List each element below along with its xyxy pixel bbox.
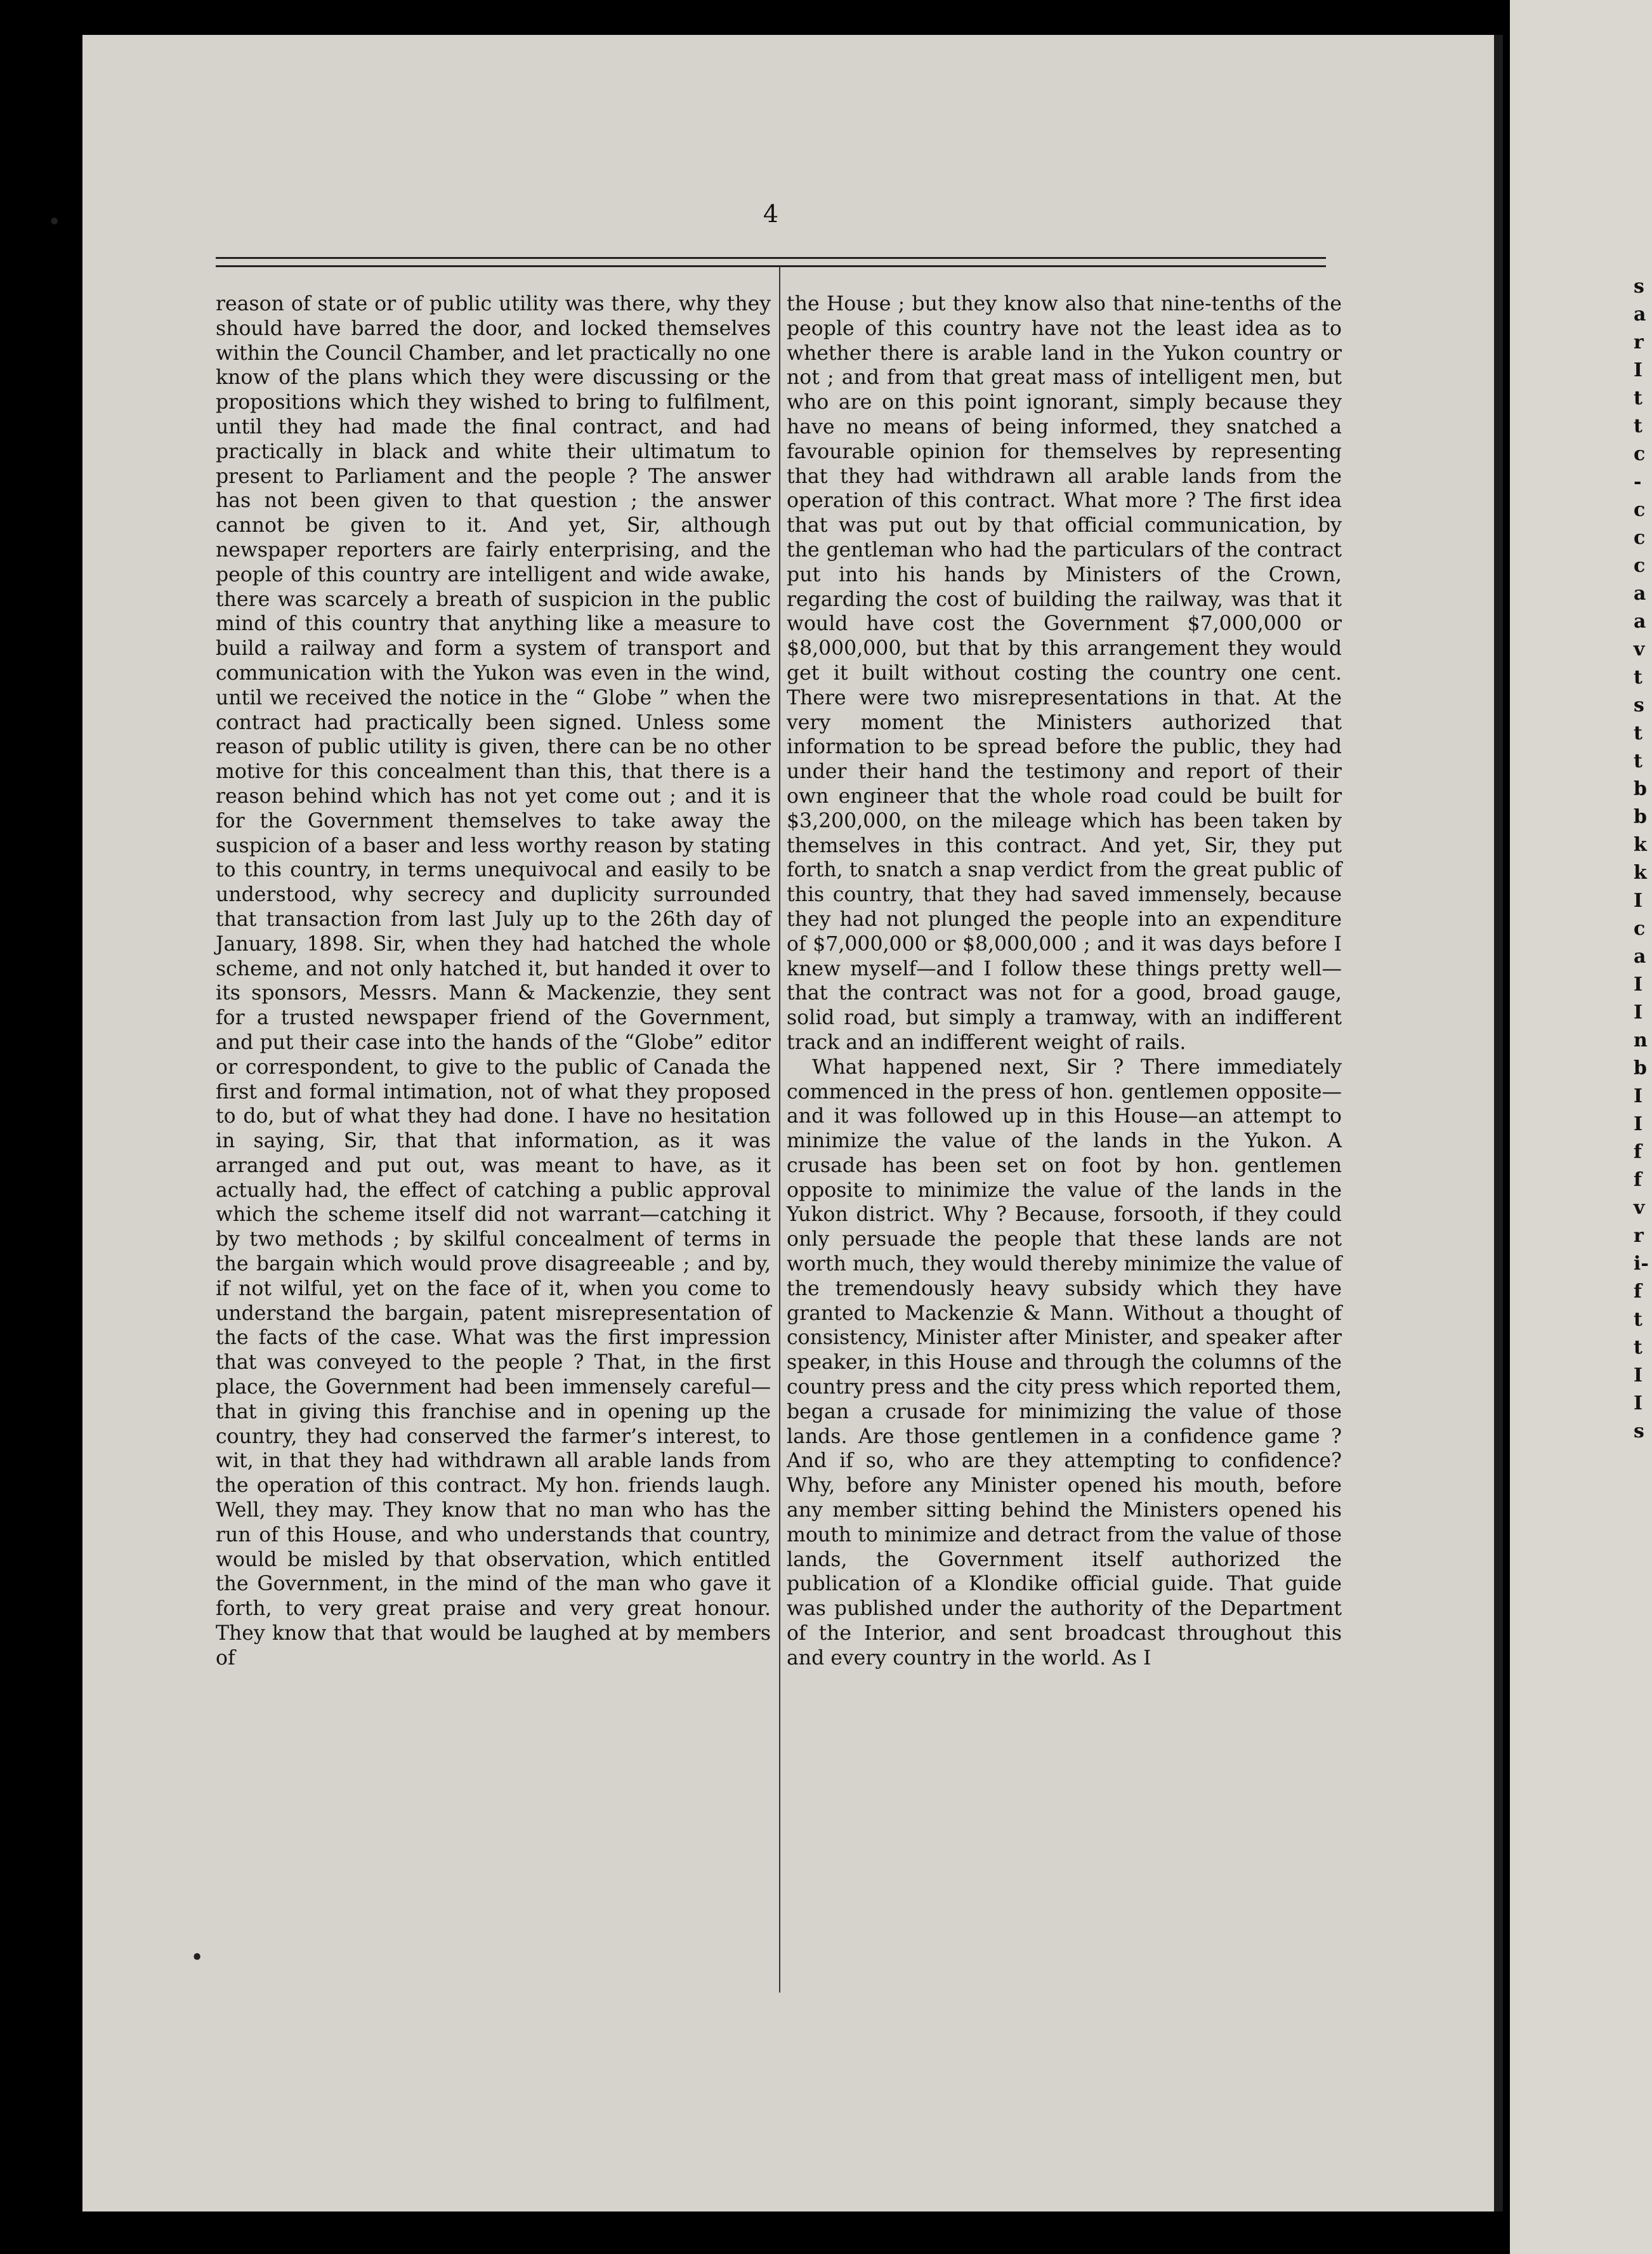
column-divider [779,267,780,1993]
right-column [787,292,1342,1671]
header-double-rule [216,257,1326,267]
margin-ink-spot: • [190,1945,204,1971]
page-number: 4 [763,200,779,228]
adjacent-page-edge [1510,0,1652,2254]
left-column [216,292,771,1671]
right-column-paragraph: What happened next, Sir ? There immediately commenced in the press of hon. gentlemen opposite—and it was followed up in this House—an attempt to minimize the value of the lands in the Yukon. A crusade has been set on foot by hon. gentlemen opposite to minimize the value of the lands in the Yukon district. Why ? Because, forsooth, if they could only persuade the people that these lands are not worth much, they would thereby minimize the value of the tremendously heavy subsidy which they have granted to Mackenzie & Mann. Without a thought of consistency, Minister after Minister, and speaker after speaker, in this House and through the columns of the country press and the city press which reported them, began a crusade for minimizing the value of those lands. Are those gentlemen in a confidence game ? And if so, who are they attempting to confidence? Why, before any Minister opened his mouth, before any member sitting behind the Ministers opened his mouth to minimize and detract from the value of those lands, the Government itself authorized the publication of a Klondike official guide. That guide was published under the authority of the Department of the Interior, and sent broadcast throughout this and every country in the world. As I [787,1055,1342,1670]
right-column-paragraph: the House ; but they know also that nine-tenths of the people of this country have not the least idea as to whether there is arable land in the Yukon country or not ; and from that great mass of intelligent men, but who are on this point ignorant, simply because they have no means of being informed, they snatched a favourable opinion for themselves by representing that they had withdrawn all arable lands from the operation of this contract. What more ? The first idea that was put out by that official communication, by the gentleman who had the particulars of the contract put into his hands by Ministers of the Crown, regarding the cost of building the railway, was that it would have cost the Government $7,000,000 or $8,000,000, but that by this arrangement they would get it built without costing the country one cent. There were two misrepresentations in that. At the very moment the Ministers authorized that information to be spread before the public, they had under their hand the testimony and report of their own engineer that the whole road could be built for $3,200,000, on the mileage which has been taken by themselves in this contract. And yet, Sir, they put forth, to snatch a snap verdict from the great public of this country, that they had saved immensely, because they had not plunged the people into an expenditure of $7,000,000 or $8,000,000 ; and it was days before I knew myself—and I follow these things pretty well—that the contract was not for a good, broad gauge, solid road, but simply a tramway, with an indifferent track and an indifferent weight of rails. [787,293,1342,1054]
margin-ink-spot: • [48,209,62,235]
left-column-paragraph: reason of state or of public utility was there, why they should have barred the door, and locked themselves within the Council Chamber, and let practically no one know of the plans which they were discussing or the propositions which they wished to bring to fulfilment, until they had made the final contract, and had practically in black and white their ultimatum to present to Parliament and the people ? The answer has not been given to that question ; the answer cannot be given to it. And yet, Sir, although newspaper reporters are fairly enterprising, and the people of this country are intelligent and wide awake, there was scarcely a breath of suspicion in the public mind of this country that anything like a measure to build a railway and form a system of transport and communication with the Yukon was even in the wind, until we received the notice in the “ Globe ” when the contract had practically been signed. Unless some reason of public utility is given, there can be no other motive for this concealment than this, that there is a reason behind which has not yet come out ; and it is for the Government themselves to take away the suspicion of a baser and less worthy reason by stating to this country, in terms unequivocal and easily to be understood, why secrecy and duplicity surrounded that transaction from last July up to the 26th day of January, 1898. Sir, when they had hatched the whole scheme, and not only hatched it, but handed it over to its sponsors, Messrs. Mann & Mackenzie, they sent for a trusted newspaper friend of the Government, and put their case into the hands of the “Globe” editor or correspondent, to give to the public of Canada the first and formal intimation, not of what they proposed to do, but of what they had done. I have no hesitation in saying, Sir, that that information, as it was arranged and put out, was meant to have, as it actually had, the effect of catching a public approval which the scheme itself did not warrant—catching it by two methods ; by skilful concealment of terms in the bargain which would prove disagreeable ; and by, if not wilful, yet on the face of it, when you come to understand the bargain, patent misrepresentation of the facts of the case. What was the first impression that was conveyed to the people ? That, in the first place, the Government had been immensely careful—that in giving this franchise and in opening up the country, they had conserved the farmer’s interest, to wit, in that they had withdrawn all arable lands from the operation of this contract. My hon. friends laugh. Well, they may. They know that no man who has the run of this House, and who understands that country, would be misled by that observation, which entitled the Government, in the mind of the man who gave it forth, to very great praise and very great honour. They know that that would be laughed at by members of [216,293,771,1670]
adjacent-page-text-fragment: sarIttc-cccaavtsttbbkkIcaIInbIIffvri-fttIIs [1634,275,1649,1442]
